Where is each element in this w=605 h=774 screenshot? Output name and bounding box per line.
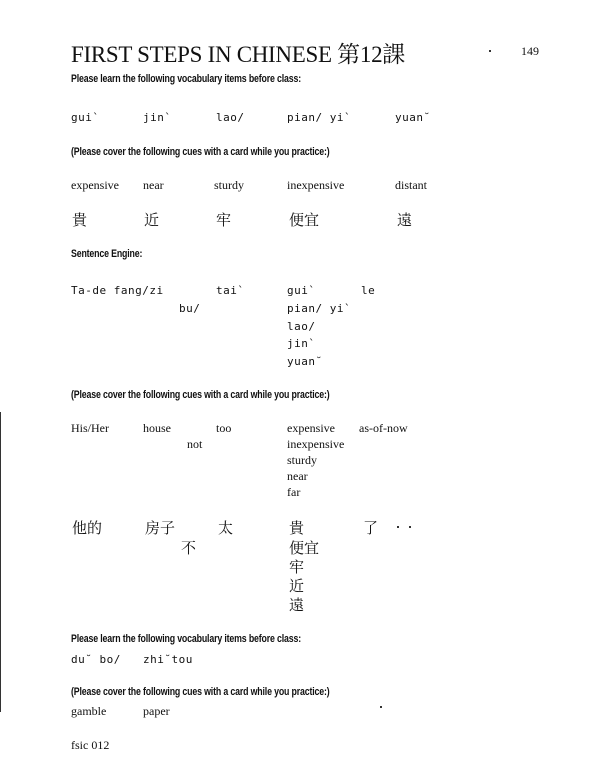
scan-edge-mark [0,412,1,712]
chinese-word: 牢 [216,211,232,229]
engine-adjective: lao/ [287,320,316,333]
page-number: 149 [521,44,539,58]
engine-particle: as-of-now [359,421,408,435]
english-word: near [143,178,164,192]
pinyin-word: lao/ [216,111,245,124]
engine-adjective: pian/ yi` [287,302,352,315]
scan-speck [380,706,382,708]
chinese-word: 近 [144,211,160,229]
english-word: inexpensive [287,178,345,192]
engine-cover-instruction: (Please cover the following cues with a card while you practice:) [71,389,330,401]
engine-particle: le [361,284,376,297]
engine-subject: Ta-de fang/zi [71,284,164,297]
engine-adjective: 近 [289,577,305,595]
english-word: paper [143,704,170,718]
engine-particle: 了 [363,519,379,537]
engine-adjective: 牢 [289,558,305,576]
pinyin-word: pian/ yi` [287,111,352,124]
english-word: gamble [71,704,107,718]
engine-noun: 房子 [145,519,176,537]
scan-speck [409,526,411,528]
pinyin-word: du˘ bo/ [71,653,121,666]
english-word: distant [395,178,427,192]
engine-negation: bu/ [179,302,201,315]
engine-adjective: jin` [287,337,316,350]
engine-subject: 他的 [72,519,103,537]
engine-adverb: tai` [216,284,245,297]
sentence-engine-heading: Sentence Engine: [71,248,143,260]
pinyin-word: jin` [143,111,172,124]
vocab-instruction: Please learn the following vocabulary items before class: [71,73,302,85]
engine-adjective: expensive [287,421,335,435]
chinese-word: 貴 [72,211,88,229]
engine-adjective: inexpensive [287,437,345,451]
english-word: sturdy [214,178,244,192]
engine-negation: not [187,437,203,451]
engine-adjective: 便宜 [289,539,320,557]
page-title: FIRST STEPS IN CHINESE 第12課 [71,42,405,67]
english-word: expensive [71,178,119,192]
cover-instruction: (Please cover the following cues with a card while you practice:) [71,146,330,158]
pinyin-word: zhi˘tou [143,653,193,666]
engine-adjective: 貴 [289,519,305,537]
engine-adjective: far [287,485,301,499]
engine-adverb: too [216,421,232,435]
engine-adjective: 遠 [289,596,305,614]
engine-adjective: gui` [287,284,316,297]
engine-adverb: 太 [218,519,234,537]
scan-speck [489,50,491,52]
footer-code: fsic 012 [71,738,110,752]
engine-negation: 不 [181,539,197,557]
engine-adjective: yuan˘ [287,355,323,368]
engine-noun: house [143,421,171,435]
engine-subject: His/Her [71,421,109,435]
pinyin-word: gui` [71,111,100,124]
chinese-word: 便宜 [289,211,320,229]
engine-adjective: sturdy [287,453,317,467]
engine-adjective: near [287,469,308,483]
scan-speck [397,526,399,528]
vocab-instruction-2: Please learn the following vocabulary items before class: [71,633,302,645]
cover-instruction-2: (Please cover the following cues with a card while you practice:) [71,686,330,698]
chinese-word: 遠 [397,211,413,229]
pinyin-word: yuan˘ [395,111,431,124]
